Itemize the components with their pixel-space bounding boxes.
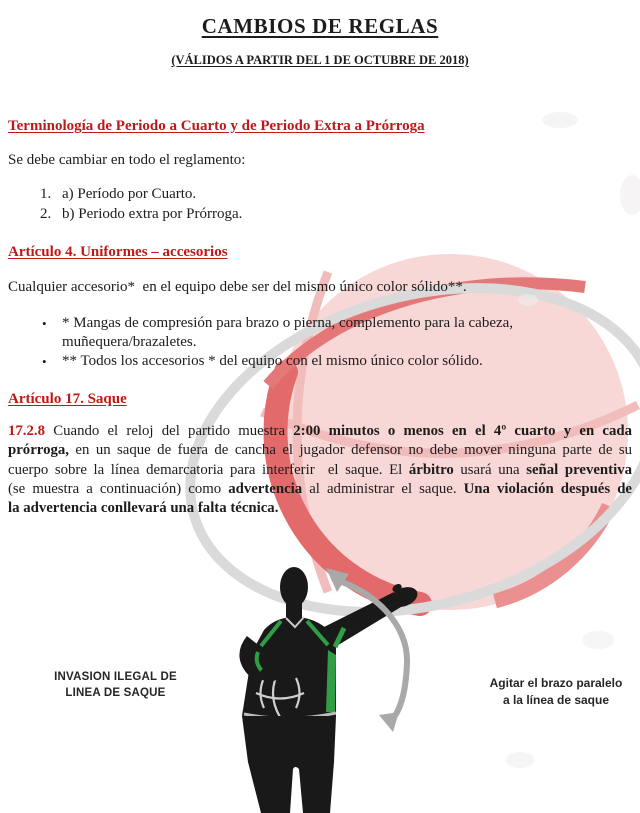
figure-label-right bbox=[477, 675, 635, 708]
articulo4-bullet-list bbox=[8, 314, 632, 371]
articulo17-paragraph bbox=[8, 422, 632, 518]
heading-terminologia: Terminología de Periodo a Cuarto y de Periodo Extra a Prórroga bbox=[8, 118, 425, 134]
paragraph-line: 17.2.8 Cuando el reloj del partido muestra 2:00 minutos o menos en el 4º cuarto y en cada bbox=[8, 423, 632, 439]
list-item-text: a) Período por Cuarto. bbox=[62, 186, 197, 202]
paragraph-line: cuerpo sobre la línea demarcatoria para interferir el saque. El árbitro usará una señal preventiva bbox=[8, 461, 632, 478]
paragraph-line: (se muestra a continuación) como advertencia al administrar el saque. Una violación después de bbox=[8, 480, 632, 497]
page-title: CAMBIOS DE REGLAS bbox=[201, 14, 439, 38]
articulo4-body: Cualquier accesorio* en el equipo debe ser del mismo único color sólido**. bbox=[8, 279, 467, 295]
bullet-item bbox=[8, 352, 632, 371]
bullet-item-text: ** Todos los accesorios * del equipo con el mismo único color sólido. bbox=[62, 353, 483, 369]
bullet-glyph: • bbox=[42, 354, 47, 369]
list-item bbox=[8, 204, 632, 224]
heading-articulo4: Artículo 4. Uniformes – accesorios bbox=[8, 244, 228, 260]
bullet-item-text bbox=[62, 314, 513, 352]
figure-label-right-line2: a la línea de saque bbox=[502, 692, 610, 707]
list-item-text: b) Periodo extra por Prórroga. bbox=[62, 206, 243, 222]
terminologia-numbered-list bbox=[8, 184, 632, 224]
figure-label-right-line1: Agitar el brazo paralelo bbox=[489, 676, 623, 690]
bullet-line-2: muñequera/brazaletes. bbox=[62, 334, 197, 350]
referee-warning-signal-icon bbox=[242, 567, 420, 813]
figure-label-left-line1: INVASION ILEGAL DE bbox=[54, 671, 177, 683]
heading-articulo17: Artículo 17. Saque bbox=[8, 391, 127, 407]
terminologia-intro: Se debe cambiar en todo el reglamento: bbox=[8, 152, 246, 168]
figure-label-left bbox=[38, 669, 193, 701]
list-number: 1. bbox=[40, 186, 52, 202]
page-subtitle: (VÁLIDOS A PARTIR DEL 1 DE OCTUBRE DE 2018) bbox=[171, 53, 469, 67]
bullet-glyph: • bbox=[42, 316, 47, 331]
bullet-line-1: * Mangas de compresión para brazo o pierna, complemento para la cabeza, bbox=[62, 315, 514, 331]
bullet-item bbox=[8, 314, 632, 352]
paragraph-line: la advertencia conllevará una falta técnica. bbox=[8, 500, 279, 517]
list-item bbox=[8, 184, 632, 204]
paragraph-line: prórroga, en un saque de fuera de cancha el jugador defensor no debe mover ninguna parte de su bbox=[8, 442, 632, 459]
figure-label-left-line2: LINEA DE SAQUE bbox=[65, 687, 166, 699]
list-number: 2. bbox=[40, 206, 52, 222]
